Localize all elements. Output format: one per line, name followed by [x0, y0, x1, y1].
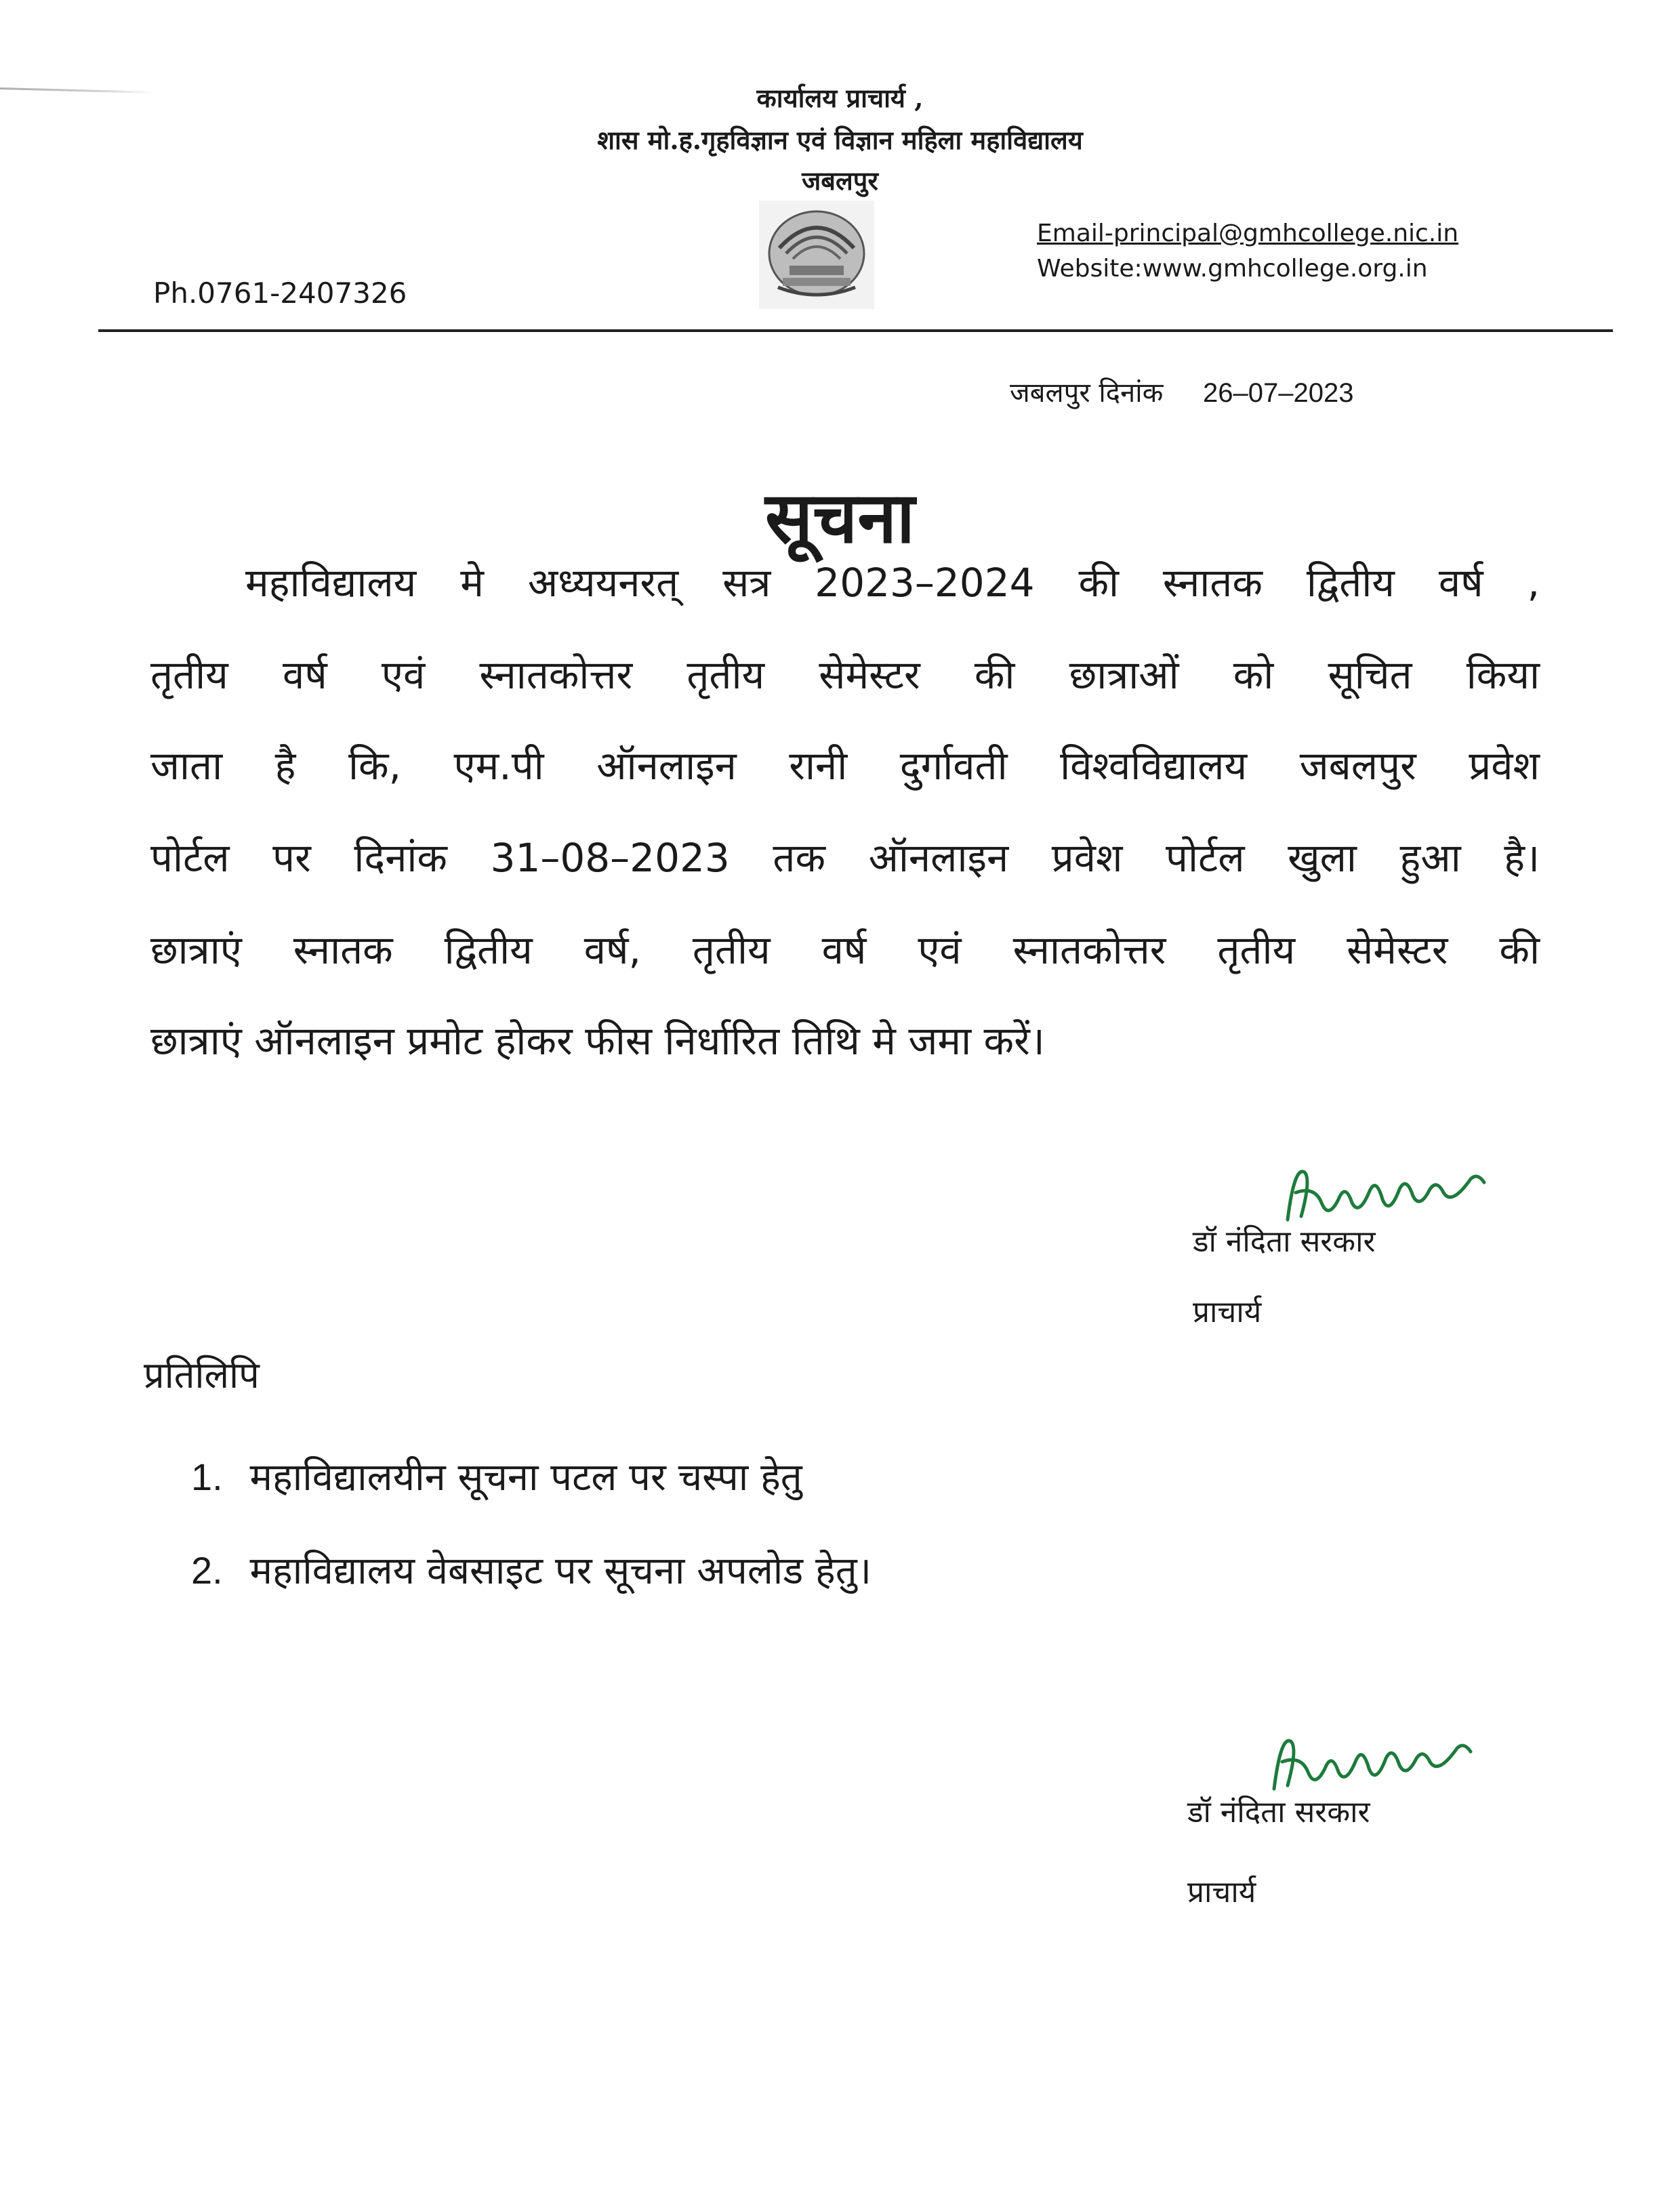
notice-line: जाता है कि, एम.पी ऑनलाइन रानी दुर्गावती विश्वविद्यालय जबलपुर प्रवेश: [150, 743, 1540, 789]
date-line: [1010, 373, 1354, 410]
copy-list-item: [191, 1450, 802, 1502]
college-name: शास मो.ह.गृहविज्ञान एवं विज्ञान महिला महाविद्यालय: [597, 125, 1083, 155]
signer-name: डॉ नंदिता सरकार: [1187, 1795, 1370, 1830]
signer-name: डॉ नंदिता सरकार: [1193, 1224, 1376, 1259]
date-value: 26–07–2023: [1203, 378, 1354, 408]
copy-item-text: महाविद्यालय वेबसाइट पर सूचना अपलोड हेतु।: [249, 1549, 872, 1593]
signer-title: प्राचार्य: [1193, 1295, 1262, 1329]
date-label: जबलपुर दिनांक: [1010, 377, 1164, 409]
notice-line: महाविद्यालय मे अध्ययनरत् सत्र 2023–2024 की स्नातक द्वितीय वर्ष ,: [245, 560, 1540, 606]
copy-list-item: [191, 1544, 872, 1595]
email-link[interactable]: Email-principal@gmhcollege.nic.in: [1037, 220, 1459, 247]
copy-item-number: 1.: [191, 1456, 223, 1498]
notice-line: पोर्टल पर दिनांक 31–08–2023 तक ऑनलाइन प्रवेश पोर्टल खुला हुआ है।: [150, 835, 1540, 881]
notice-line: छात्राएं स्नातक द्वितीय वर्ष, तृतीय वर्ष एवं स्नातकोत्तर तृतीय सेमेस्टर की: [150, 927, 1540, 973]
office-heading: कार्यालय प्राचार्य ,: [756, 83, 924, 113]
header-divider: [98, 329, 1613, 332]
notice-line: छात्राएं ऑनलाइन प्रमोट होकर फीस निर्धारित तिथि मे जमा करें।: [150, 1018, 1045, 1064]
college-city: जबलपुर: [802, 165, 878, 196]
website-text: Website:www.gmhcollege.org.in: [1037, 255, 1428, 283]
notice-title: सूचना: [764, 476, 915, 559]
notice-line: तृतीय वर्ष एवं स्नातकोत्तर तृतीय सेमेस्टर की छात्राओं को सूचित किया: [150, 652, 1540, 698]
emblem-icon: [759, 201, 874, 309]
signer-title: प्राचार्य: [1187, 1875, 1256, 1910]
phone-number: Ph.0761-2407326: [153, 276, 407, 310]
copy-item-number: 2.: [191, 1549, 223, 1592]
copy-heading: प्रतिलिपि: [144, 1354, 260, 1397]
copy-item-text: महाविद्यालयीन सूचना पटल पर चस्पा हेतु: [249, 1456, 802, 1500]
